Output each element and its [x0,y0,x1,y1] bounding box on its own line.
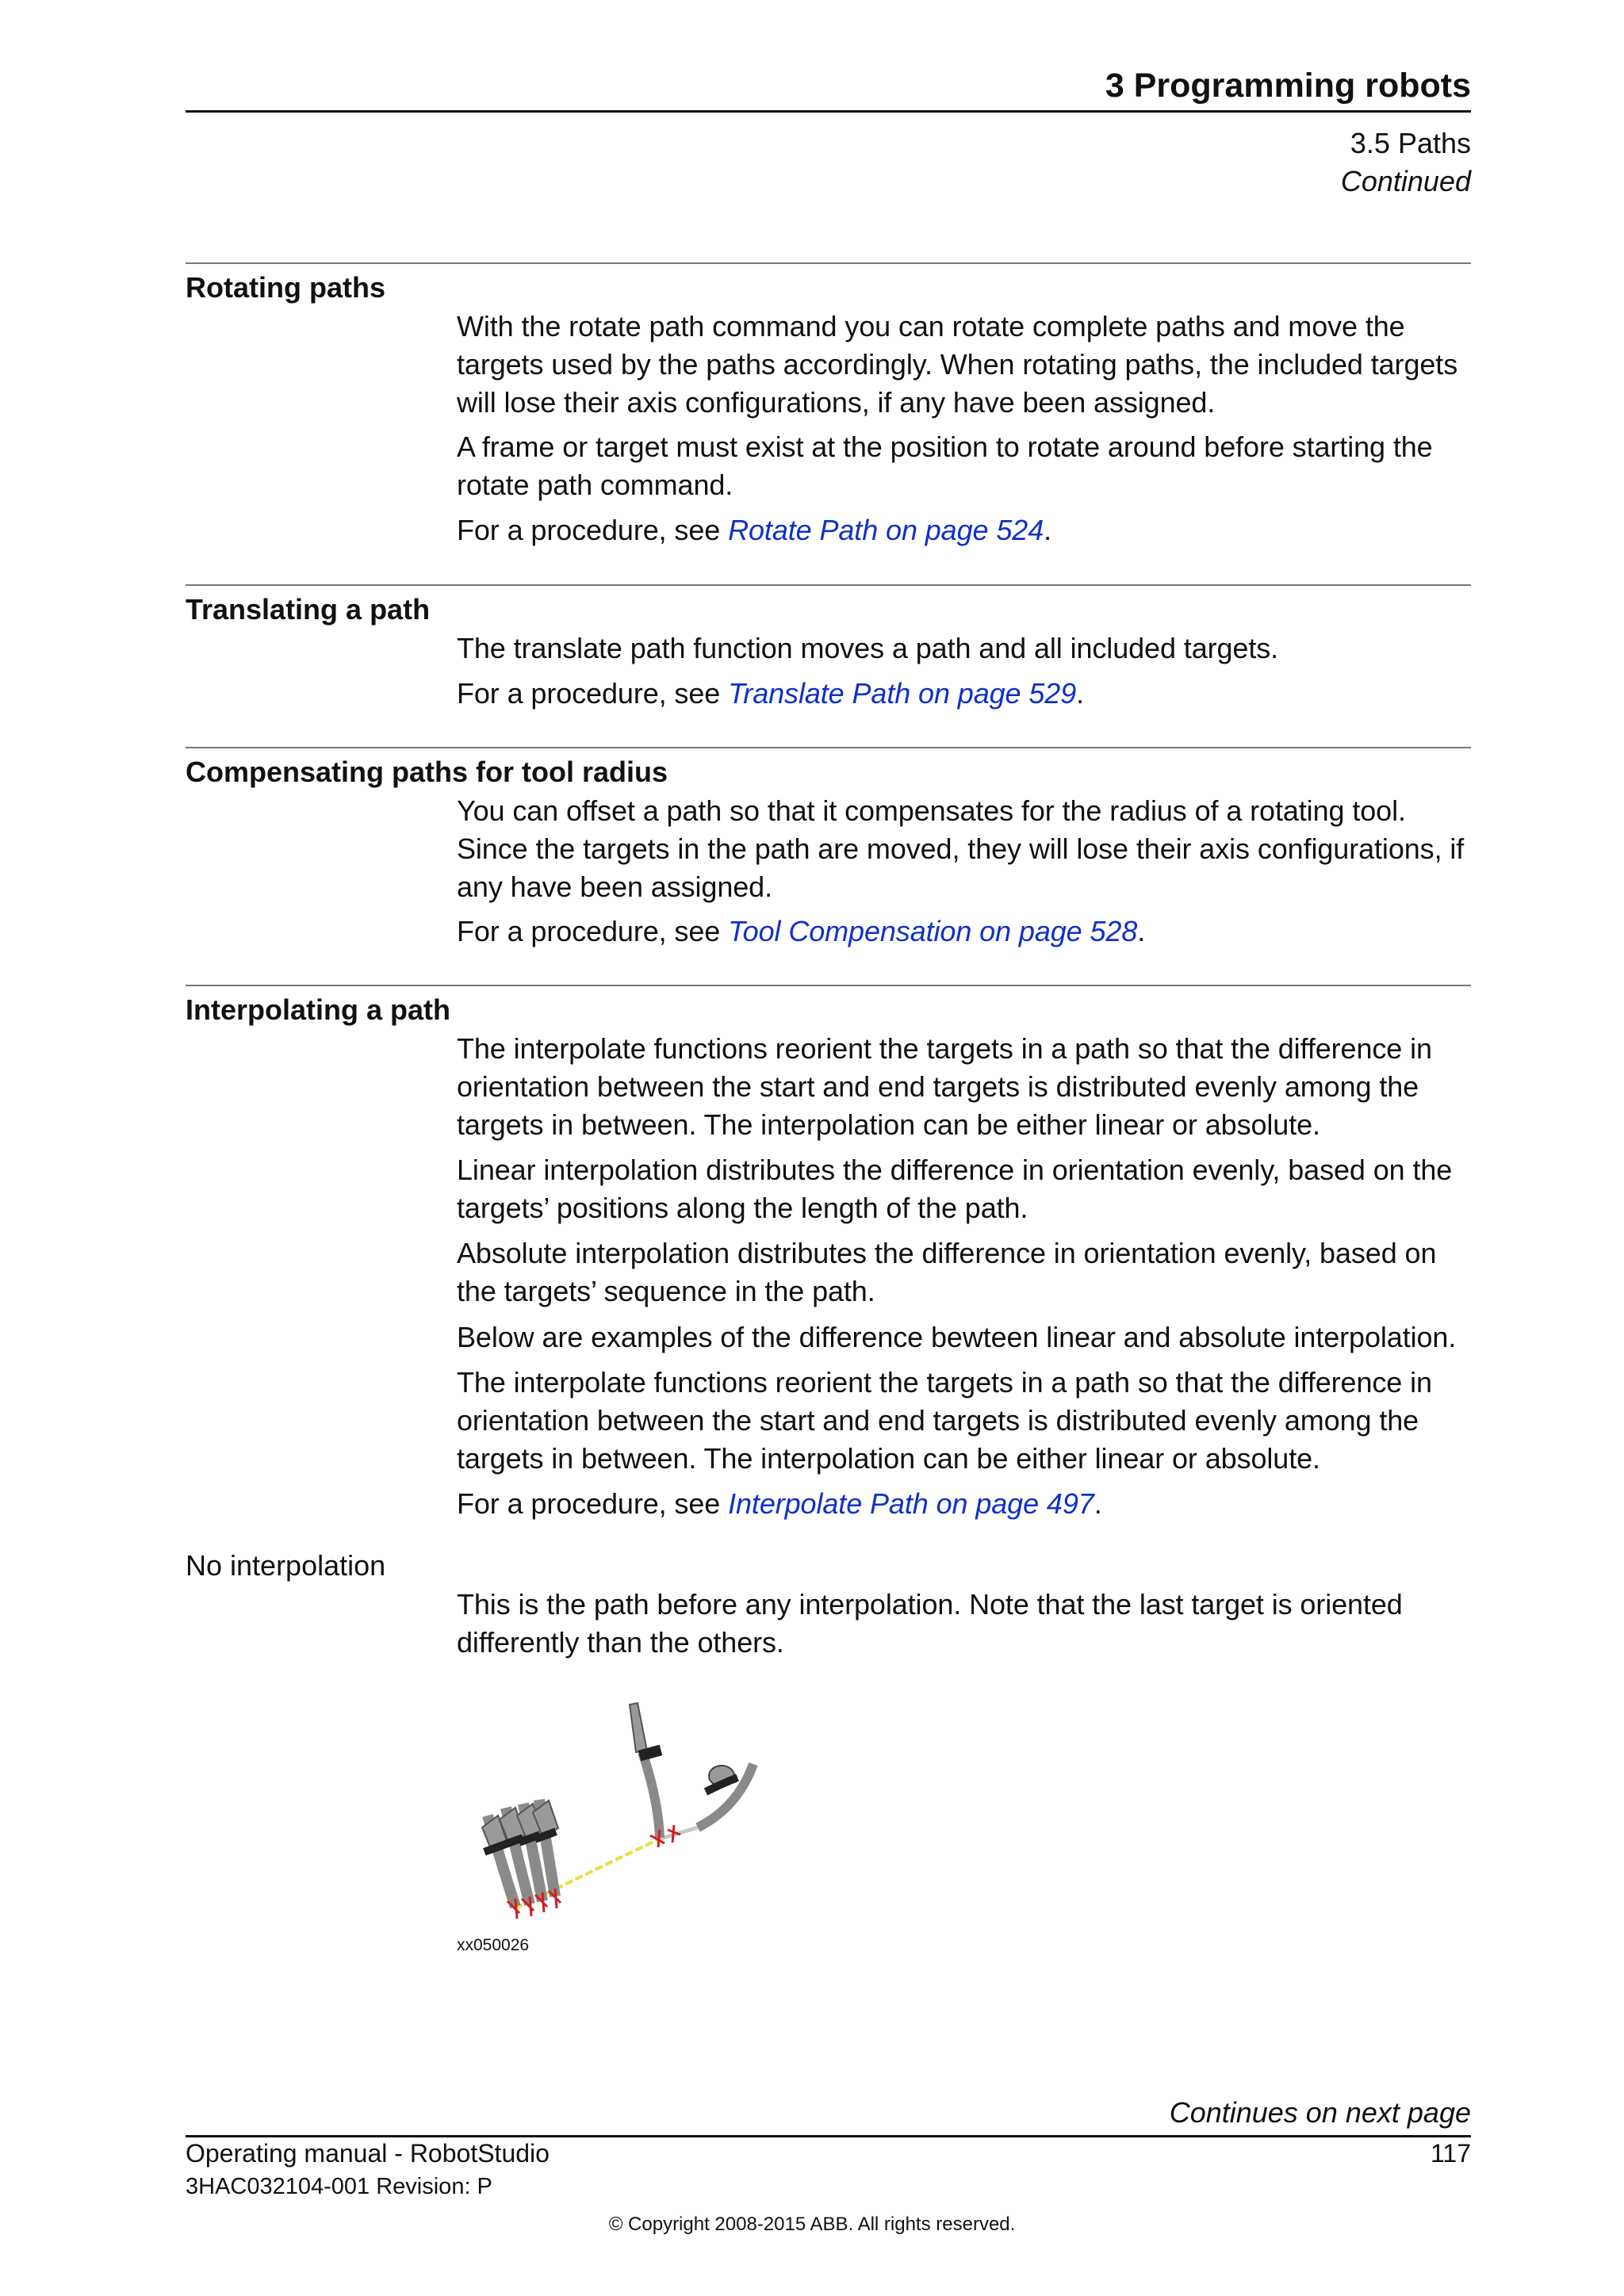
tool-compensation-link[interactable]: Tool Compensation on page 528 [728,915,1138,947]
interpolating-paragraph: The interpolate functions reorient the targets in a path so that the difference in orientation between the start and end targets is distributed evenly among the targets in between. The interpolation can be either linear or absolute. [457,1366,1432,1475]
section-rule [186,584,1471,586]
interpolate-path-link[interactable]: Interpolate Path on page 497 [728,1487,1094,1520]
compensating-paths-heading: Compensating paths for tool radius [186,756,668,788]
interpolating-paragraph: Absolute interpolation distributes the difference in orientation evenly, based on the targets’ sequence in the path. [457,1237,1437,1307]
continues-label: Continues on next page [1169,2096,1471,2129]
procedure-suffix: . [1137,915,1146,947]
procedure-prefix: For a procedure, see [457,677,729,710]
target-tool-6-differently-oriented [698,1764,753,1827]
rotating-paths-paragraph: With the rotate path command you can rotate complete paths and move the targets used by the paths accordingly. When rotating paths, the included targets will lose their axis configurations, if any have been assigned. [457,310,1458,419]
section-rule [186,985,1471,986]
section-rule [186,747,1471,748]
translating-procedure-paragraph [457,675,1480,713]
manual-name: Operating manual - RobotStudio [186,2139,550,2168]
procedure-suffix: . [1094,1487,1102,1520]
continued-label: Continued [1340,165,1471,197]
no-interpolation-paragraph: This is the path before any interpolation. Note that the last target is oriented differently than the others. [457,1588,1403,1659]
page-number: 117 [1430,2139,1471,2168]
compensating-paths-paragraph: You can offset a path so that it compensates for the radius of a rotating tool. Since the targets in the path are moved, they will lose their axis configurations, if any have been assigned. [457,794,1465,903]
interpolating-paragraph: Linear interpolation distributes the difference in orientation evenly, based on the targets’ positions along the length of the path. [457,1154,1453,1224]
footer-rule [186,2135,1471,2137]
path-targets-figure [460,1689,769,1927]
rotating-procedure-paragraph [457,511,1480,549]
figure-id: xx050026 [457,1936,530,1954]
interpolating-paragraph: The interpolate functions reorient the targets in a path so that the difference in orientation between the start and end targets is distributed evenly among the targets in between. The interpolation can be either linear or absolute. [457,1032,1432,1141]
section-title: 3.5 Paths [1350,127,1471,159]
procedure-prefix: For a procedure, see [457,514,729,546]
translate-path-link[interactable]: Translate Path on page 529 [728,677,1077,710]
no-interpolation-heading: No interpolation [186,1549,386,1582]
rotating-paths-paragraph: A frame or target must exist at the position to rotate around before starting the rotate path command. [457,430,1433,501]
procedure-suffix: . [1044,514,1052,546]
chapter-title: 3 Programming robots [1105,67,1471,105]
rotating-paths-heading: Rotating paths [186,271,385,304]
translating-path-heading: Translating a path [186,593,431,626]
procedure-prefix: For a procedure, see [457,915,729,947]
document-revision: 3HAC032104-001 Revision: P [186,2174,492,2199]
rotate-path-link[interactable]: Rotate Path on page 524 [728,514,1044,546]
translating-path-paragraph: The translate path function moves a path and all included targets. [457,632,1279,664]
procedure-prefix: For a procedure, see [457,1487,729,1520]
target-tool-5 [630,1703,662,1838]
interpolating-procedure-paragraph [457,1485,1480,1523]
procedure-suffix: . [1076,677,1085,710]
section-rule [186,262,1471,264]
interpolating-paragraph: Below are examples of the difference bewteen linear and absolute interpolation. [457,1321,1457,1353]
header-rule [186,110,1471,113]
compensating-procedure-paragraph [457,913,1480,951]
interpolating-path-heading: Interpolating a path [186,993,451,1026]
copyright-notice: © Copyright 2008-2015 ABB. All rights reserved. [608,2214,1016,2235]
